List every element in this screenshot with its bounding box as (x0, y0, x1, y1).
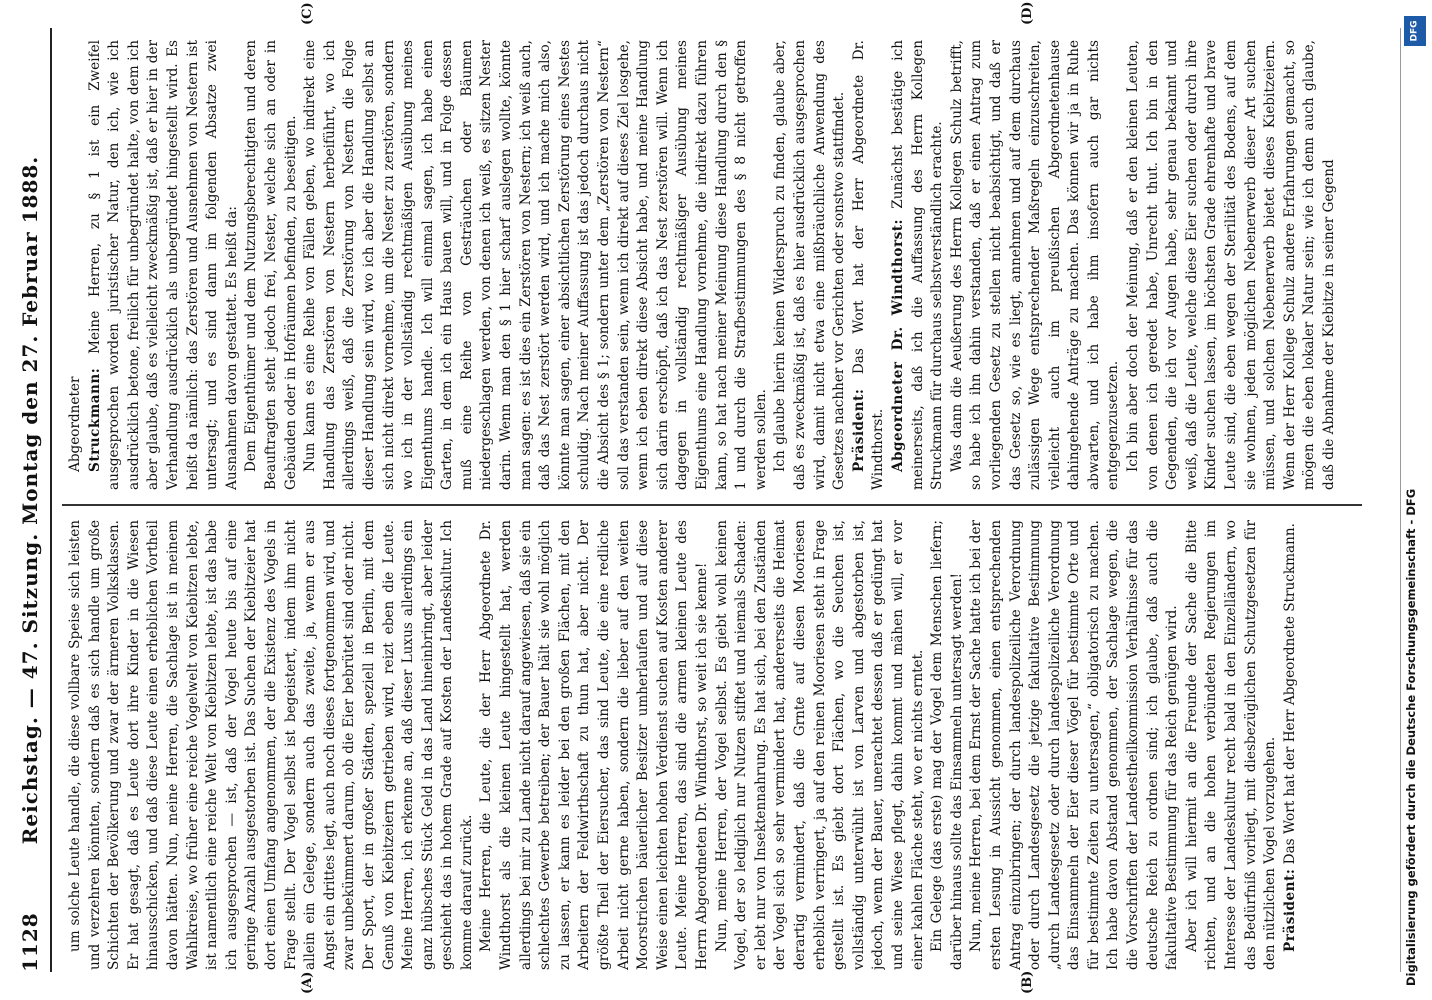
paragraph (850, 40, 889, 490)
paragraph-text: um solche Leute handle, die diese vollbare Speise sich leisten und verzehren könnten, sondern daß es sich handle um große Schichten der Bevölkerung und zwar der ärmeren Volksklassen. Er hat gesagt, daß es Leute dort ihre Kinder in die Wiesen hinausschicken, und daß diese Leute einen erheblichen Vortheil davon hätten. Nun, meine Herren, die Sachlage ist in meinem Wahlkreise, wo früher eine reiche Vogelwelt von Kiebitzen lebte, ist namentlich eine reiche Welt von Kiebitzen lebte, ist das habe ich ausgesprochen — ist, daß der Vogel heute bis auf eine geringe Anzahl ausgestorben ist. Das Suchen der Kiebitzeier hat dort einen Umfang angenommen, der die Existenz des Vogels in Frage stellt. Der Vogel selbst ist begeistert, indem ihm nicht allein ein Gelege, sondern auch das zweite, ja, wenn er aus Angst ein drittes legt, auch noch dieses fortgenommen wird, und zwar unbekümmert darum, ob die Eier bebrütet sind oder nicht. Der Sport, der in großer Städten, speziell in Berlin, mit dem Genuß von Kiebitzeiern getrieben wird, reizt eben die Leute. Meine Herren, ich erkenne an, daß dieser Luxus allerdings ein ganz hübsches Stück Geld in das Land hineinbringt, aber leider geschieht das in hohem Grade auf Kosten der Landeskultur. Ich komme darauf zurück. (67, 520, 475, 970)
paragraph-text: Das Wort hat der Herr Abgeordnete Struckmann. (1281, 523, 1298, 865)
paragraph (1281, 520, 1301, 970)
paragraph-text: Das Wort hat der Herr Abgeordnete Dr. Windthorst. (850, 40, 887, 490)
paragraph-text: Was dann die Aeußerung des Herrn Kollegen Schulz betrifft, so habe ich ihn dahin verstanden, daß er einen Antrag zum vorliegenden Gesetz zu stellen nicht beabsichtigt, und daß er das Gesetz so, wie es liegt, annehmen und auf dem durchaus zulässigen Wege entsprechender Maßregeln einzuschreiten, vielleicht auch im preußischen Abgeordnetenhause dahingehende Anträge zu machen. Das können wir ja in Ruhe abwarten, und ich habe ihm insofern auch gar nichts entgegenzusetzen. (948, 40, 1122, 490)
credit-text: Digitalisierung gefördert durch die Deutsche Forschungsgemeinschaft - DFG (1404, 488, 1418, 986)
paragraph-text: Nun, meine Herren, der Vogel selbst. Es giebt wohl keinen Vogel, der so lediglich nur Nutzen stiftet und niemals Schaden: er lebt nur von Insektennahrung. Es hat sich, bei den Zuständen der Vogel sich so sehr vermindert hat, andererseits die Heimat derartig vermindert, daß die Grnte auf diesen Mooriesen erheblich verringert, ja auf den reinen Mooriesen steht in Frage gestellt ist. Es giebt dort Flächen, wo die Seuchen ist, vollständig unterwühlt ist von Larven und abgestorben ist, jedoch, wenn der Bauer, unerachtet dessen daß er gedüngt hat und seine Wiese pflegt, dahin kommt und mähen will, er vor einer kahlen Fläche steht, wo er nichts erntet. (713, 520, 926, 970)
margin-mark-d: (D) (1020, 1, 1035, 25)
column-divider (62, 504, 1362, 506)
margin-mark-b: (B) (1020, 970, 1035, 994)
paragraph-text: Meine Herren, zu § 1 ist ein Zweifel ausgesprochen worden juristischer Natur, den ich, wie ich ausdrücklich betone, freilich für unbegründet halte, von dem ich aber glaube, daß es vielleicht zweckmäßig ist, daß er hier in der Verhandlung ausdrücklich als unbegründet hingestellt wird. Es heißt da nämlich: das Zerstören und Ausnehmen von Nestern ist untersagt; und es sind dann im folgenden Absatze zwei Ausnahmen davon gestattet. Es heißt da: (86, 40, 240, 490)
paragraph (1183, 520, 1281, 970)
paragraph (477, 520, 712, 970)
paragraph (889, 40, 948, 490)
paragraph-text: Ein Gelege (das erste) mag der Vogel dem Menschen liefern; darüber hinaus sollte das Einsammeln untersagt werden! (929, 520, 965, 970)
paragraph (967, 520, 1183, 970)
paragraph (1124, 40, 1340, 490)
paragraph-text: Abgeordneter (67, 376, 83, 472)
paragraph-text: Dem Eigenthümer und dem Nutzungsberechtigten und deren Beauftragten steht jedoch frei, Nester, welche sich an oder in Gebäuden oder in Hofräumen befinden, zu beseitigen. (243, 40, 299, 490)
paragraph (928, 520, 967, 970)
dfg-logo-text: DFG (1409, 20, 1420, 42)
paragraph (301, 40, 771, 490)
speaker-name: Struckmann: (86, 367, 103, 472)
paragraph-text: Nun, meine Herren, bei dem Ernst der Sache hatte ich bei der ersten Lesung in Aussicht genommen, einen entsprechenden Antrag einzubringen; der durch landespolizeiliche Verordnung oder durch Landesgesetz die jetzige fakultative Bestimmung „durch Landesgesetz oder durch landespolizeiliche Verordnung das Einsammeln der Eier dieser Vögel für bestimmte Orte und für bestimmte Zeiten zu untersagen,“ obligatorisch zu machen. Ich habe davon Abstand genommen, der Sachlage wegen, die die Vorschriften der Landestheilkommission Verhältnisse für das deutsche Reich zu ordnen sind; ich glaube, daß auch die fakultative Bestimmung für das Reich genügen wird. (968, 520, 1181, 970)
page-number: 1128 (18, 912, 42, 972)
paragraph-text: Meine Herren, die Leute, die der Herr Abgeordnete Dr. Windthorst als die kleinen Leute hingestellt hat, werden allerdings bei mir zu Lande nicht darauf angewiesen, daß sie ein schlechtes Gewerbe betreiben; der Bauer hält sie wohl möglich zu lassen, er kann es leider bei den großen Flächen, mit den Arbeitern der Feldwirthschaft zu thun hat, aber nicht. Der größte Theil der Eiersucher, das sind Leute, die eine redliche Arbeit nicht gerne haben, sondern die lieber auf den weiten Moorstrichen bäuerlicher Besitzer umherlaufen und auf diese Weise einen leichten hohen Verdienst suchen auf Kosten anderer Leute. Meine Herren, das sind die armen kleinen Leute des Herrn Abgeordneten Dr. Windthorst, so weit ich sie kenne! (478, 520, 710, 970)
digitization-credit (1398, 0, 1428, 1000)
header-rule (50, 28, 52, 972)
speaker-name: Abgeordneter Dr. Windthorst: (889, 218, 906, 472)
paragraph (713, 520, 929, 970)
paragraph-text: Zunächst bestätige ich meinerseits, daß ich die Auffassung des Herrn Kollegen Struckmann für durchaus selbstverständlich erachte. (889, 40, 946, 490)
paragraph-text: Nun kann es eine Reihe von Fällen geben, wo indirekt eine Handlung das Zerstören von Nestern herbeiführt, wo ich allerdings weiß, daß die Zerstörung von Nestern die Folge dieser Handlung sein wird, wo ich aber die Handlung selbst an sich nicht direkt vornehme, um die Nester zu zerstören, sondern wo ich in der vollständig rechtmäßigen Ausübung meines Eigenthums handle. Ich will einmal sagen, ich habe einen Garten, in dem ich ein Haus bauen will, und in Folge dessen muß eine Reihe von Gesträuchen oder Bäumen niedergeschlagen werden, von denen ich weiß, es sitzen Nester darin. Wenn man den § 1 hier scharf auslegen wollte, könnte man sagen: es ist dies ein Zerstören von Nestern; ich weiß auch, daß das Nest zerstört werden wird, und ich mache mich also, könnte man sagen, einer absichtlichen Zerstörung eines Nestes schuldig. Nach meiner Auffassung ist das jedoch durchaus nicht die Absicht des § 1; sondern unter dem „Zerstören von Nestern“ soll das verstanden sein, wenn ich direkt auf dieses Ziel losgehe, wenn ich eben direkt diese Absicht habe, und meine Handlung sich darin erschöpft, daß ich das Nest zerstören will. Wenn ich dagegen in vollständig rechtmäßiger Ausübung meines Eigenthums eine Handlung vornehme, die indirekt dazu führen kann, so hat nach meiner Meinung diese Handlung durch den § 1 und durch die Strafbestimmungen des § 8 nicht getroffen werden sollen. (302, 40, 769, 490)
paragraph (242, 40, 301, 490)
paragraph-text: Aber ich will hiermit an die Freunde der Sache die Bitte richten, und an die hohen verbündeten Regierungen im Interesse der Landeskultur recht bald in den Einzelländern, wo das Bedürfniß vorliegt, mit diesbezüglichen Schutzgesetzen für den nützlichen Vogel vorzugehen. (1183, 520, 1279, 970)
paragraph (66, 520, 477, 970)
paragraph (771, 40, 849, 490)
margin-mark-a: (A) (300, 971, 315, 994)
right-column (66, 40, 1346, 490)
left-column (66, 520, 1346, 970)
paragraph (948, 40, 1124, 490)
paragraph (66, 40, 86, 490)
speaker-name: Präsident: (850, 388, 867, 472)
paragraph-text: Ich glaube hierin keinen Widerspruch zu finden, glaube aber, daß es zweckmäßig ist, daß es hier ausdrücklich ausgesprochen wird, damit nicht etwa eine mißbräuchliche Anwendung des Gesetzes nachher vor Gerichten oder sonstwo stattfindet. (772, 40, 848, 490)
paragraph-text: Ich bin aber doch der Meinung, daß er den kleinen Leuten, von denen ich geredet habe, Unrecht thut. Ich bin in den Gegenden, die ich vor Augen habe, sehr genau bekannt und weiß, daß die Leute, welche diese Eier suchen oder durch ihre Kinder suchen lassen, im höchsten Grade ehrenhafte und brave Leute sind, die eben wegen der Sterilität des Bodens, auf dem sie wohnen, jeden möglichen Nebenerwerb dieser Art suchen müssen, und solchen Nebenerwerb bietet dieses Kiebitzeiern. Wenn der Herr Kollege Schulz andere Erfahrungen gemacht, so mögen die eben lokaler Natur sein; wie ich denn auch glaube, daß die Abnahme der Kiebitze in seiner Gegend (1125, 40, 1337, 490)
dfg-logo-icon (1404, 16, 1426, 46)
speaker-name: Präsident: (1281, 868, 1298, 952)
margin-mark-c: (C) (300, 2, 315, 25)
page-header: Reichstag. — 47. Sitzung. Montag den 27. Februar 1888. (18, 155, 42, 845)
paragraph (86, 40, 243, 490)
page-header-bar (0, 0, 56, 1000)
